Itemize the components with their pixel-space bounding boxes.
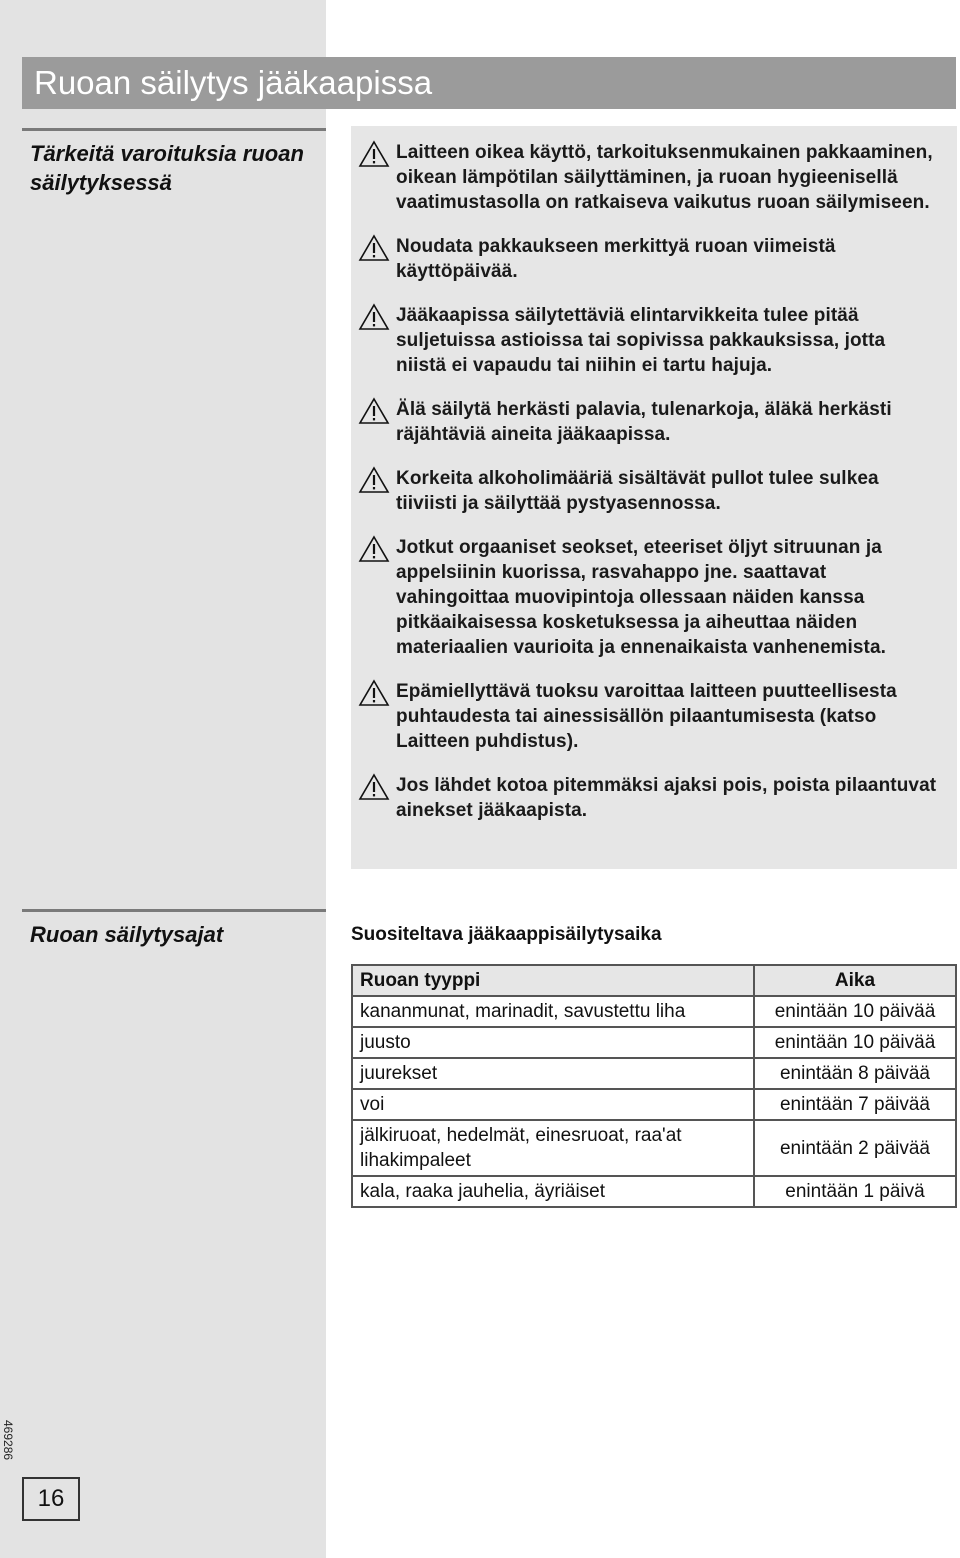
warning-triangle-icon [358,234,390,262]
warning-text: Jos lähdet kotoa pitemmäksi ajaksi pois, poista pilaantuvat ainekset jääkaapista. [396,775,937,821]
warning-triangle-icon [358,535,390,563]
left-margin-panel [0,0,326,1558]
page-title: Ruoan säilytys jääkaapissa [22,57,956,109]
warning-item [355,679,937,754]
warning-text: Laitteen oikea käyttö, tarkoituksenmukainen pakkaaminen, oikean lämpötilan säilyttäminen, ja ruoan hygieenisellä vaatimustasolla on ratkaiseva vaikutus ruoan säilymiseen. [396,142,933,213]
table-header-row [352,965,956,996]
food-type-cell: jälkiruoat, hedelmät, einesruoat, raa'at lihakimpaleet [352,1120,754,1176]
warning-text: Epämiellyttävä tuoksu varoittaa laitteen puutteellisesta puhtaudesta tai ainessisällön pilaantumisesta (katso Laitteen puhdistus). [396,681,897,752]
page-number: 16 [22,1477,80,1521]
warning-item [355,234,937,284]
table-title: Suositeltava jääkaappisäilytysaika [351,924,662,945]
food-type-cell: kananmunat, marinadit, savustettu liha [352,996,754,1027]
food-type-cell: kala, raaka jauhelia, äyriäiset [352,1176,754,1207]
warning-triangle-icon [358,140,390,168]
section-divider [22,909,326,912]
warning-text: Noudata pakkaukseen merkittyä ruoan viimeistä käyttöpäivää. [396,236,836,282]
table-body [352,996,956,1207]
column-header-time: Aika [754,965,956,996]
storage-time-cell: enintään 7 päivää [754,1089,956,1120]
warning-item [355,140,937,215]
warning-text: Korkeita alkoholimääriä sisältävät pullot tulee sulkea tiiviisti ja säilyttää pystyasennossa. [396,468,879,514]
table-row [352,1058,956,1089]
document-code: 469286 [1,1420,15,1461]
section-divider [22,128,326,131]
warning-triangle-icon [358,303,390,331]
warning-item [355,397,937,447]
storage-time-cell: enintään 10 päivää [754,1027,956,1058]
storage-time-cell: enintään 2 päivää [754,1120,956,1176]
table-row [352,1089,956,1120]
warnings-box [351,126,957,869]
storage-times-table [351,964,957,1208]
table-row [352,1120,956,1176]
food-type-cell: juurekset [352,1058,754,1089]
food-type-cell: juusto [352,1027,754,1058]
storage-heading: Ruoan säilytysajat [30,922,224,947]
warning-item [355,466,937,516]
warning-text: Jääkaapissa säilytettäviä elintarvikkeita tulee pitää suljetuissa astioissa tai sopivissa pakkauksissa, jotta niistä ei vapaudu tai niihin ei tartu hajuja. [396,305,886,376]
column-header-food: Ruoan tyyppi [352,965,754,996]
warning-item [355,773,937,823]
warning-triangle-icon [358,773,390,801]
table-row [352,996,956,1027]
storage-time-cell: enintään 10 päivää [754,996,956,1027]
warning-text: Jotkut orgaaniset seokset, eteeriset öljyt sitruunan ja appelsiinin kuorissa, rasvahappo jne. saattavat vahingoittaa muovipintoja ollessaan näiden kanssa pitkäaikaisessa kosketuksessa ja aiheuttaa näiden materiaalien vaurioita ja ennenaikaista vanhenemista. [396,537,887,658]
warning-triangle-icon [358,397,390,425]
table-row [352,1176,956,1207]
warning-triangle-icon [358,679,390,707]
food-type-cell: voi [352,1089,754,1120]
warning-text: Älä säilytä herkästi palavia, tulenarkoja, äläkä herkästi räjähtäviä aineita jääkaapissa. [396,399,892,445]
storage-time-cell: enintään 1 päivä [754,1176,956,1207]
warnings-heading: Tärkeitä varoituksia ruoan säilytyksessä [30,141,304,195]
storage-time-cell: enintään 8 päivää [754,1058,956,1089]
warning-triangle-icon [358,466,390,494]
table-row [352,1027,956,1058]
warning-item [355,535,937,660]
warning-item [355,303,937,378]
warnings-list [355,140,937,823]
